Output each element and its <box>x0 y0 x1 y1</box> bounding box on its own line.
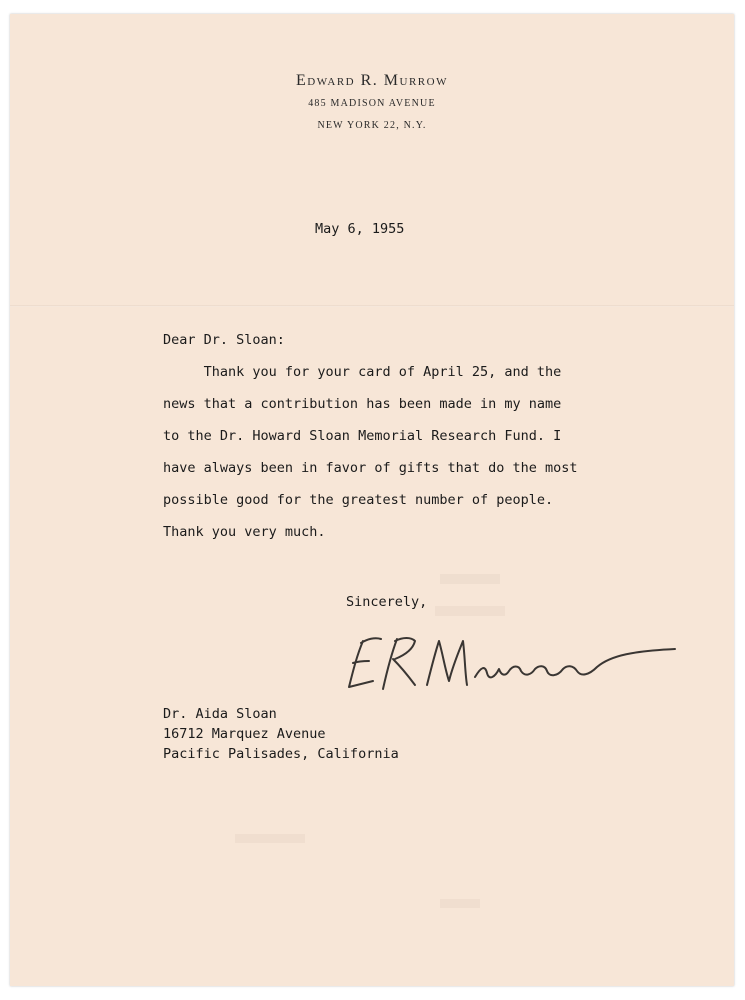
bleed-through-mark <box>440 899 480 908</box>
body-line: Thank you for your card of April 25, and the <box>163 364 562 380</box>
body-line: Thank you very much. <box>163 524 326 540</box>
body-line: possible good for the greatest number of people. <box>163 492 554 508</box>
letter-date: May 6, 1955 <box>315 221 405 237</box>
bleed-through-mark <box>235 834 305 843</box>
recipient-city: Pacific Palisades, California <box>163 746 399 762</box>
body-line: to the Dr. Howard Sloan Memorial Research Fund. I <box>163 428 562 444</box>
letter-sheet <box>10 14 734 986</box>
body-line: have always been in favor of gifts that do the most <box>163 460 578 476</box>
paper-fold-line <box>10 305 734 307</box>
bleed-through-mark <box>435 606 505 616</box>
letterhead-city: NEW YORK 22, N.Y. <box>317 120 427 131</box>
letterhead-street: 485 MADISON AVENUE <box>308 98 436 109</box>
handwritten-signature <box>335 619 685 699</box>
recipient-name: Dr. Aida Sloan <box>163 706 277 722</box>
letterhead-name: Edward R. Murrow <box>296 72 448 89</box>
salutation: Dear Dr. Sloan: <box>163 332 285 348</box>
recipient-street: 16712 Marquez Avenue <box>163 726 326 742</box>
body-line: news that a contribution has been made in my name <box>163 396 562 412</box>
bleed-through-mark <box>440 574 500 584</box>
closing: Sincerely, <box>346 594 428 610</box>
